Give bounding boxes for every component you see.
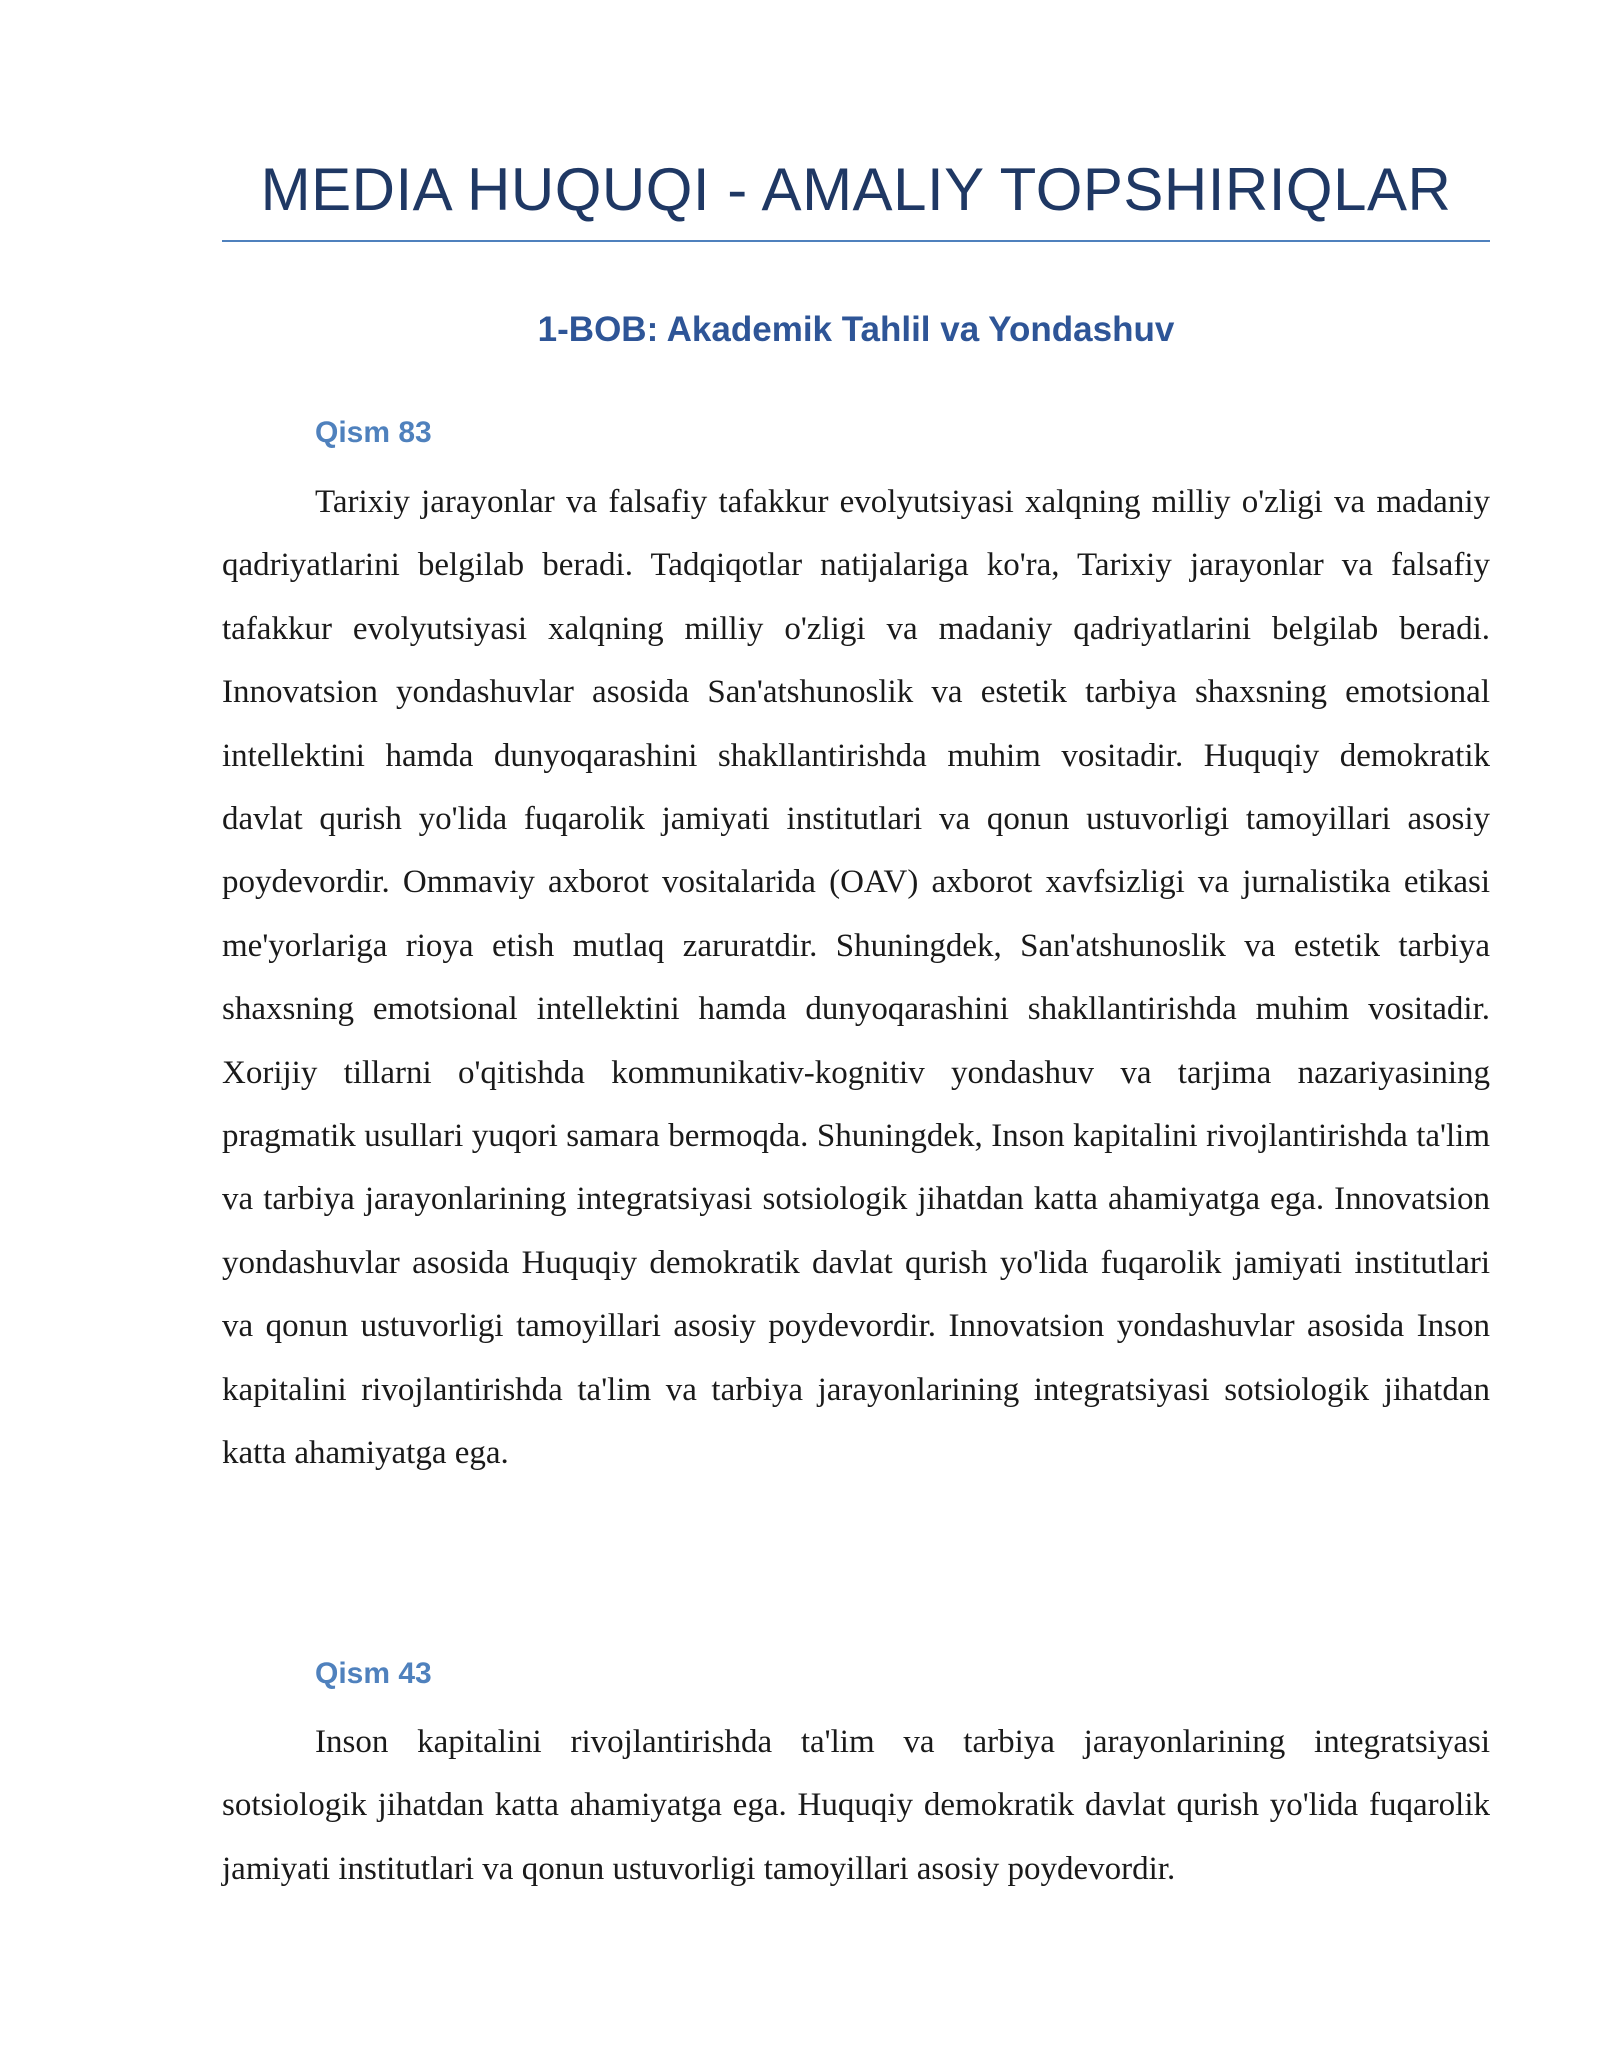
chapter-heading: 1-BOB: Akademik Tahlil va Yondashuv — [537, 310, 1175, 349]
title-divider — [222, 240, 1490, 242]
section-paragraph: Inson kapitalini rivojlantirishda ta'lim va tarbiya jarayonlarining integratsiyasi sotsiologik jihatdan katta ahamiyatga ega. Huquqiy demokratik davlat qurish yo'lida fuqarolik jamiyati institutlari va qonun ustuvorligi tamoyillari asosiy poydevordir. — [222, 1724, 1490, 1887]
section-paragraph: Tarixiy jarayonlar va falsafiy tafakkur evolyutsiyasi xalqning milliy o'zligi va madaniy qadriyatlarini belgilab beradi. Tadqiqotlar natijalariga ko'ra, Tarixiy jarayonlar va falsafiy tafakkur evolyutsiyasi xalqning milliy o'zligi va madaniy qadriyatlarini belgilab beradi. Innovatsion yondashuvlar asosida San'atshunoslik va estetik tarbiya shaxsning emotsional intellektini hamda dunyoqarashini shakllantirishda muhim vositadir. Huquqiy demokratik davlat qurish yo'lida fuqarolik jamiyati institutlari va qonun ustuvorligi tamoyillari asosiy poydevordir. Ommaviy axborot vositalarida (OAV) axborot xavfsizligi va jurnalistika etikasi me'yorlariga rioya etish mutlaq zaruratdir. Shuningdek, San'atshunoslik va estetik tarbiya shaxsning emotsional intellektini hamda dunyoqarashini shakllantirishda muhim vositadir. Xorijiy tillarni o'qitishda kommunikativ-kognitiv yondashuv va tarjima nazariyasining pragmatik usullari yuqori samara bermoqda. Shuningdek, Inson kapitalini rivojlantirishda ta'lim va tarbiya jarayonlarining integratsiyasi sotsiologik jihatdan katta ahamiyatga ega. Innovatsion yondashuvlar asosida Huquqiy demokratik davlat qurish yo'lida fuqarolik jamiyati institutlari va qonun ustuvorligi tamoyillari asosiy poydevordir. Innovatsion yondashuvlar asosida Inson kapitalini rivojlantirishda ta'lim va tarbiya jarayonlarining integratsiyasi sotsiologik jihatdan katta ahamiyatga ega. — [222, 484, 1490, 1472]
section-heading: Qism 43 — [315, 1657, 432, 1690]
section-heading: Qism 83 — [315, 416, 432, 449]
document-title: MEDIA HUQUQI - AMALIY TOPSHIRIQLAR — [260, 156, 1452, 223]
